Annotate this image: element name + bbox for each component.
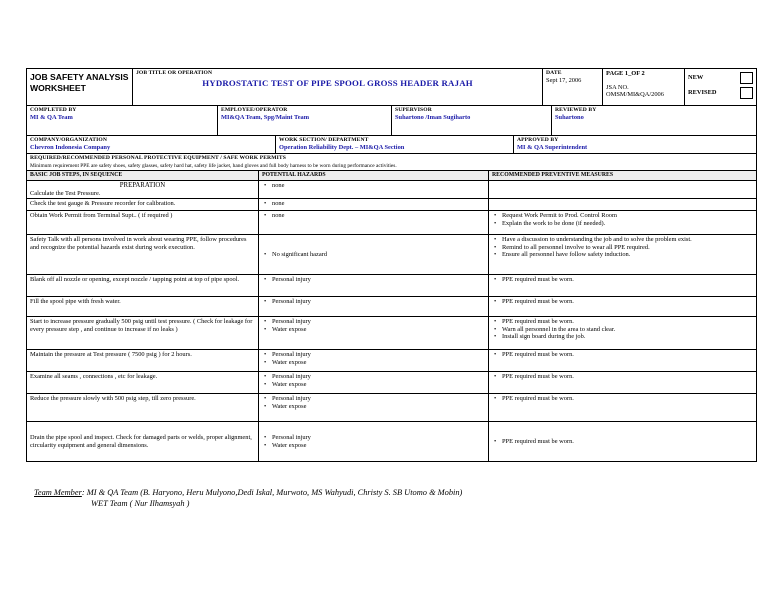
hazard-cell: [259, 297, 489, 317]
action-cell: [489, 275, 757, 297]
team-label: Team Member: [34, 488, 82, 497]
completed-by-label: COMPLETED BY: [30, 107, 77, 113]
team-line-1: : MI & QA Team (B. Haryono, Heru Mulyono,Dedi Iskal, Murwoto, MS Wahyudi, Christy S. SB Utomo & Mobin): [81, 488, 463, 497]
supervisor-label: SUPERVISOR: [395, 107, 432, 113]
hazard-item: • none: [272, 182, 485, 190]
supervisor: Suhartono /Iman Sugiharto: [395, 113, 471, 121]
employee-cell: [218, 106, 392, 136]
date-cell: [543, 69, 603, 106]
new-revised-cell: [685, 69, 757, 106]
hazard-cell: [259, 181, 489, 199]
action-item: • Warn all personnel in the area to stand clear.: [502, 326, 753, 334]
hazard-item: • Water expose: [272, 359, 485, 367]
action-item: • Ensure all personnel have follow safety induction.: [502, 251, 753, 259]
approved-by-cell: [514, 136, 757, 154]
hazard-item: • Personal injury: [272, 434, 485, 442]
table-row: [27, 235, 757, 275]
doc-title: JOB SAFETY ANALYSIS WORKSHEET: [27, 69, 133, 106]
date-value: Sept 17, 2006: [546, 76, 582, 84]
ppe-label: REQUIRED/RECOMMENDED PERSONAL PROTECTIVE EQUIPMENT / SAFE WORK PERMITS: [30, 155, 286, 161]
action-cell: [489, 422, 757, 462]
action-cell: [489, 350, 757, 372]
table-row: [27, 422, 757, 462]
action-cell: [489, 235, 757, 275]
hazard-item: • Water expose: [272, 326, 485, 334]
org-table: [26, 135, 757, 171]
step-cell: Blank off all nozzle or opening, except nozzle / tapping point at top of pipe spool.: [27, 275, 259, 297]
hazard-item: • none: [272, 212, 485, 220]
table-row: [27, 211, 757, 235]
action-item: • Request Work Permit to Prod. Control Room: [502, 212, 753, 220]
table-row: [27, 181, 757, 199]
hazard-item: • Personal injury: [272, 318, 485, 326]
supervisor-cell: [392, 106, 552, 136]
action-item: • Install sign board during the job.: [502, 333, 753, 341]
action-cell: [489, 181, 757, 199]
table-row: [27, 394, 757, 422]
hazard-item: • No significant hazard: [272, 251, 485, 259]
hazard-cell: [259, 350, 489, 372]
hazard-cell: [259, 422, 489, 462]
work-section: Operation Reliability Dept. – MI&QA Section: [279, 143, 405, 151]
table-row: [27, 199, 757, 211]
hazard-item: • none: [272, 200, 485, 208]
hazard-item: • Personal injury: [272, 373, 485, 381]
hazard-item: • Personal injury: [272, 276, 485, 284]
hazard-item: • Water expose: [272, 442, 485, 450]
preparation-label: PREPARATION: [119, 182, 166, 190]
action-cell: [489, 372, 757, 394]
new-checkbox[interactable]: [740, 72, 753, 84]
col-actions-header: RECOMMENDED PREVENTIVE MEASURES: [489, 171, 757, 181]
action-item: • PPE required must be worn.: [502, 351, 753, 359]
jsa-worksheet: [26, 68, 756, 462]
company-label: COMPANY/ORGANIZATION: [30, 137, 107, 143]
revised-checkbox[interactable]: [740, 87, 753, 99]
table-row: [27, 297, 757, 317]
revised-label: REVISED: [688, 89, 717, 97]
action-item: • PPE required must be worn.: [502, 298, 753, 306]
action-cell: [489, 394, 757, 422]
page-label: PAGE 1_OF 2: [606, 70, 645, 77]
people-table: [26, 105, 757, 136]
action-item: • Remind to all personnel involve to wear all PPE required.: [502, 244, 753, 252]
jsa-no-label: JSA NO.: [606, 83, 629, 91]
employee-label: EMPLOYEE/OPERATOR: [221, 107, 288, 113]
hazard-cell: [259, 199, 489, 211]
step-cell: Reduce the pressure slowly with 500 psig step, till zero pressure.: [27, 394, 259, 422]
action-item: • Explain the work to be done (if needed).: [502, 220, 753, 228]
table-row: [27, 372, 757, 394]
hazard-cell: [259, 275, 489, 297]
step-cell: Obtain Work Permit from Terminal Supt.. ( if required ): [27, 211, 259, 235]
hazard-cell: [259, 211, 489, 235]
work-section-label: WORK SECTION/ DEPARTMENT: [279, 137, 369, 143]
hazard-cell: [259, 372, 489, 394]
step-cell: Safety Talk with all persons involved in work about wearing PPE, follow procedures and recognize the potential hazards exist during work execution.: [27, 235, 259, 275]
reviewed-by-cell: [552, 106, 757, 136]
team-line-2: WET Team ( Nur Ilhamsyah ): [91, 498, 190, 508]
approved-by-label: APPROVED BY: [517, 137, 559, 143]
step-cell: Maintain the pressure at Test pressure ( 7500 psig ) for 2 hours.: [27, 350, 259, 372]
reviewed-by: Suhartono: [555, 113, 584, 121]
action-item: • PPE required must be worn.: [502, 395, 753, 403]
action-cell: [489, 211, 757, 235]
completed-by: MI & QA Team: [30, 113, 73, 121]
job-title: HYDROSTATIC TEST OF PIPE SPOOL GROSS HEADER RAJAH: [202, 77, 473, 88]
action-item: • Have a discussion to understanding the job and to solve the problem exist.: [502, 236, 753, 244]
approved-by: MI & QA Superintendent: [517, 143, 588, 151]
hazard-cell: [259, 394, 489, 422]
step-cell: Fill the spool pipe with fresh water.: [27, 297, 259, 317]
step-cell: Start to increase pressure gradually 500 psig until test pressure. ( Check for leakage for every pressure step , and continue to increase if no leaks ): [27, 317, 259, 350]
reviewed-by-label: REVIEWED BY: [555, 107, 597, 113]
hazard-cell: [259, 317, 489, 350]
step-cell: Drain the pipe spool and inspect. Check for damaged parts or welds, proper alignment, circularity equipment and general dimensions.: [27, 422, 259, 462]
work-section-cell: [276, 136, 514, 154]
completed-by-cell: [27, 106, 218, 136]
table-row: [27, 275, 757, 297]
step-cell: Examine all seams , connections , etc for leakage.: [27, 372, 259, 394]
table-row: [27, 317, 757, 350]
hazard-cell: [259, 235, 489, 275]
action-item: • PPE required must be worn.: [502, 438, 753, 446]
steps-table: [26, 170, 757, 462]
action-cell: [489, 297, 757, 317]
hazard-item: • Personal injury: [272, 351, 485, 359]
new-label: NEW: [688, 74, 704, 82]
action-cell: [489, 199, 757, 211]
jsa-no-value: OMSM/MI&QA/2006: [606, 91, 664, 99]
action-cell: [489, 317, 757, 350]
step-cell: Check the test gauge & Pressure recorder for calibration.: [27, 199, 259, 211]
ppe-text: Minimum requirement PPE are safety shoes, safety glasses, safety hard hat, safety life jacket, hand gloves and full body harness to be worn during performance activities.: [30, 162, 397, 169]
team-members: [34, 488, 462, 509]
action-item: • PPE required must be worn.: [502, 276, 753, 284]
hazard-item: • Water expose: [272, 403, 485, 411]
step-text: Calculate the Test Pressure.: [30, 189, 101, 197]
step-cell: [27, 181, 259, 199]
company: Chevron Indonesia Company: [30, 143, 111, 151]
hazard-item: • Personal injury: [272, 395, 485, 403]
hazard-item: • Personal injury: [272, 298, 485, 306]
header-table: [26, 68, 757, 106]
company-cell: [27, 136, 276, 154]
job-title-label: JOB TITLE OR OPERATION: [136, 70, 213, 76]
date-label: DATE: [546, 70, 562, 76]
action-item: • PPE required must be worn.: [502, 318, 753, 326]
ppe-cell: [27, 154, 757, 171]
employee: MI&QA Team, Spg/Maint Team: [221, 113, 310, 121]
page-cell: [603, 69, 685, 106]
table-row: [27, 350, 757, 372]
action-item: • PPE required must be worn.: [502, 373, 753, 381]
job-title-cell: [133, 69, 543, 106]
col-steps-header: BASIC JOB STEPS, IN SEQUENCE: [27, 171, 259, 181]
col-hazards-header: POTENTIAL HAZARDS: [259, 171, 489, 181]
hazard-item: • Water expose: [272, 381, 485, 389]
